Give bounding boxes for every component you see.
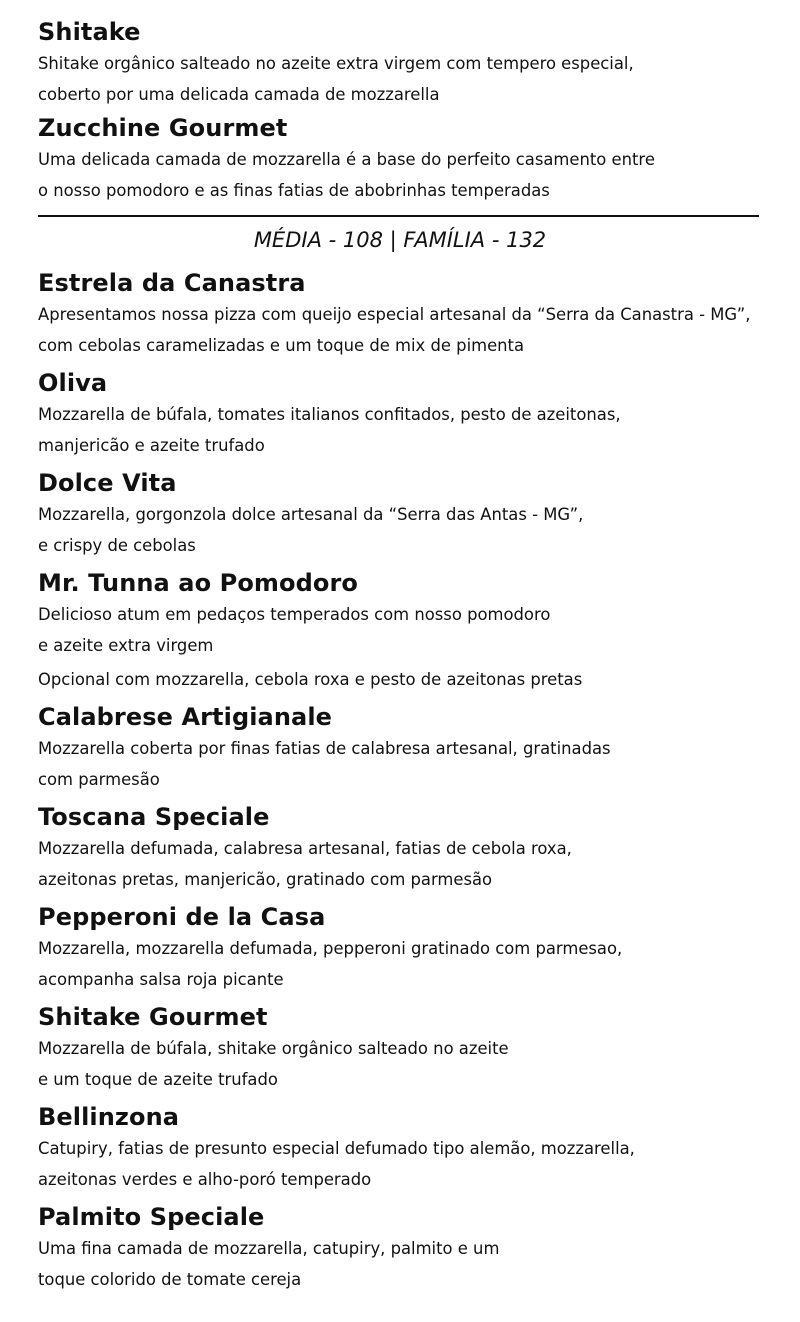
- menu-item-description-line: acompanha salsa roja picante: [38, 970, 284, 989]
- menu-item-oliva: [38, 367, 762, 461]
- menu-item-title: Zucchine Gourmet: [38, 114, 288, 142]
- menu-item-title: Bellinzona: [38, 1103, 180, 1131]
- menu-item-title: Mr. Tunna ao Pomodoro: [38, 569, 359, 597]
- menu-item-description-line: e um toque de azeite trufado: [38, 1070, 278, 1089]
- menu-item-title: Calabrese Artigianale: [38, 703, 333, 731]
- menu-item-title: Toscana Speciale: [38, 803, 270, 831]
- menu-item-estrela-da-canastra: [38, 267, 762, 361]
- menu-item-description-line: com parmesão: [38, 770, 160, 789]
- menu-item-palmito-speciale: [38, 1201, 762, 1295]
- pizza-menu: [38, 16, 762, 1295]
- menu-item-toscana-speciale: [38, 801, 762, 895]
- menu-item-description-line: azeitonas pretas, manjericão, gratinado com parmesão: [38, 870, 493, 889]
- menu-item-pepperoni-de-la-casa: [38, 901, 762, 995]
- menu-item-title: Oliva: [38, 369, 108, 397]
- menu-item-description-line: o nosso pomodoro e as finas fatias de abobrinhas temperadas: [38, 181, 550, 200]
- menu-item-title: Estrela da Canastra: [38, 269, 306, 297]
- price-header: MÉDIA - 108 | FAMÍLIA - 132: [253, 228, 547, 252]
- menu-item-calabrese-artigianale: [38, 701, 762, 795]
- menu-item-optional-note: Opcional com mozzarella, cebola roxa e pesto de azeitonas pretas: [38, 670, 583, 689]
- menu-item-description-line: Mozzarella coberta por finas fatias de calabresa artesanal, gratinadas: [38, 739, 611, 758]
- section-divider: [38, 215, 759, 217]
- menu-item-bellinzona: [38, 1101, 762, 1195]
- menu-item-description-line: com cebolas caramelizadas e um toque de mix de pimenta: [38, 336, 525, 355]
- menu-item-description-line: e azeite extra virgem: [38, 636, 214, 655]
- menu-item-mr-tunna-ao-pomodoro: [38, 567, 762, 695]
- menu-item-description-line: Delicioso atum em pedaços temperados com nosso pomodoro: [38, 605, 551, 624]
- menu-item-description-line: Mozzarella, mozzarella defumada, pepperoni gratinado com parmesao,: [38, 939, 623, 958]
- menu-item-title: Dolce Vita: [38, 469, 177, 497]
- menu-item-description-line: Uma fina camada de mozzarella, catupiry, palmito e um: [38, 1239, 500, 1258]
- menu-item-title: Shitake: [38, 18, 141, 46]
- menu-item-description-line: Shitake orgânico salteado no azeite extra virgem com tempero especial,: [38, 54, 634, 73]
- menu-item-description-line: Uma delicada camada de mozzarella é a base do perfeito casamento entre: [38, 150, 655, 169]
- top-menu-section: [38, 16, 762, 206]
- menu-item-description-line: toque colorido de tomate cereja: [38, 1270, 302, 1289]
- menu-item-zucchine-gourmet: [38, 112, 762, 206]
- menu-item-dolce-vita: [38, 467, 762, 561]
- menu-item-description-line: Mozzarella de búfala, tomates italianos confitados, pesto de azeitonas,: [38, 405, 621, 424]
- menu-item-title: Pepperoni de la Casa: [38, 903, 326, 931]
- menu-item-shitake-gourmet: [38, 1001, 762, 1095]
- menu-item-description-line: Mozzarella defumada, calabresa artesanal, fatias de cebola roxa,: [38, 839, 572, 858]
- menu-item-description-line: Catupiry, fatias de presunto especial defumado tipo alemão, mozzarella,: [38, 1139, 635, 1158]
- menu-item-description-line: Mozzarella, gorgonzola dolce artesanal da “Serra das Antas - MG”,: [38, 505, 584, 524]
- menu-item-description-line: e crispy de cebolas: [38, 536, 196, 555]
- menu-item-title: Shitake Gourmet: [38, 1003, 268, 1031]
- menu-item-title: Palmito Speciale: [38, 1203, 265, 1231]
- menu-item-description-line: Apresentamos nossa pizza com queijo especial artesanal da “Serra da Canastra - MG”,: [38, 305, 751, 324]
- menu-item-description-line: coberto por uma delicada camada de mozzarella: [38, 85, 440, 104]
- menu-item-description-line: manjericão e azeite trufado: [38, 436, 265, 455]
- menu-item-shitake: [38, 16, 762, 110]
- menu-item-description-line: Mozzarella de búfala, shitake orgânico salteado no azeite: [38, 1039, 509, 1058]
- menu-item-description-line: azeitonas verdes e alho-poró temperado: [38, 1170, 372, 1189]
